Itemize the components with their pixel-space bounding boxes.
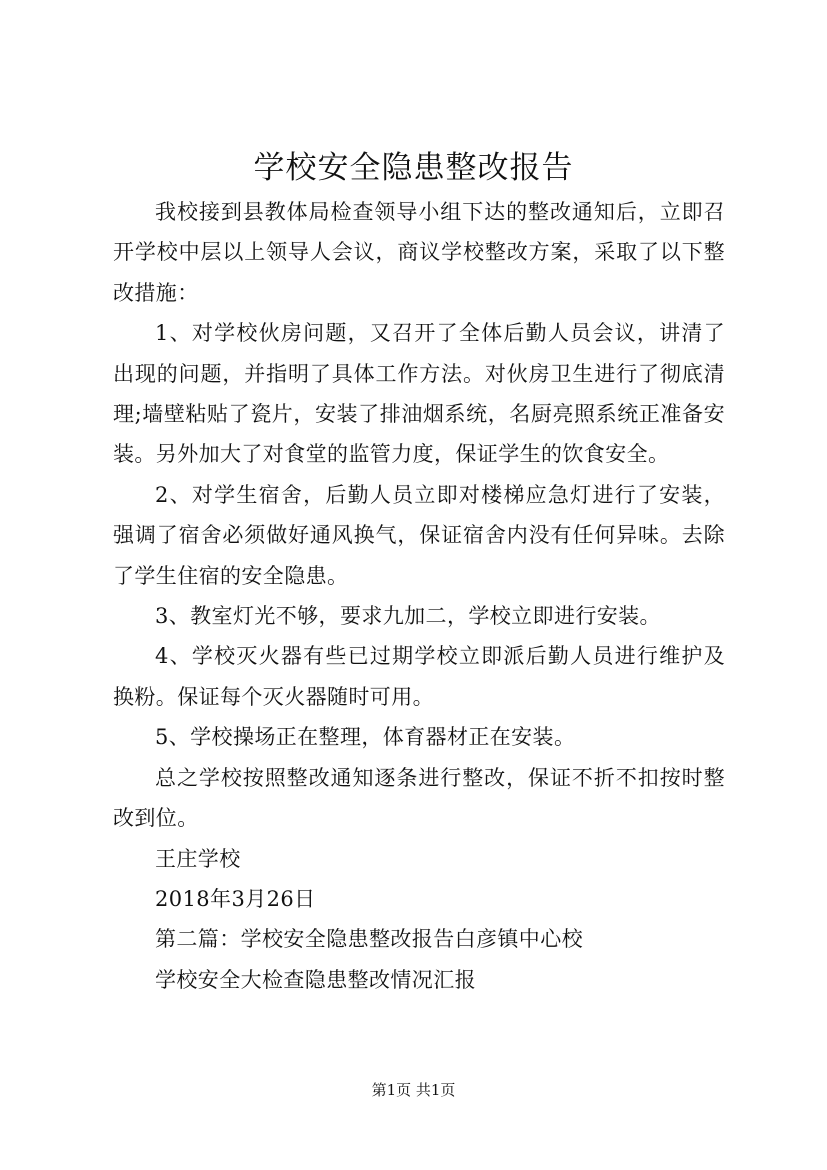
paragraph-item-1: 1、对学校伙房问题，又召开了全体后勤人员会议，讲清了出现的问题，并指明了具体工作方法。对伙房卫生进行了彻底清理;墙壁粘贴了瓷片，安装了排油烟系统，名厨亮照系统正准备安装。另外加大了对食堂的监管力度，保证学生的饮食安全。 <box>113 321 725 467</box>
second-article-heading: 第二篇：学校安全隐患整改报告白彦镇中心校 <box>155 927 583 952</box>
page-number-footer: 第1页 共1页 <box>371 1081 456 1099</box>
signature-school: 王庄学校 <box>155 846 241 871</box>
paragraph-intro: 我校接到县教体局检查领导小组下达的整改通知后，立即召开学校中层以上领导人会议，商议学校整改方案，采取了以下整改措施： <box>113 200 725 305</box>
document-body <box>113 192 725 1000</box>
document-title: 学校安全隐患整改报告 <box>253 150 574 186</box>
paragraph-item-4: 4、学校灭火器有些已过期学校立即派后勤人员进行维护及换粉。保证每个灭火器随时可用。 <box>113 644 725 709</box>
paragraph-item-5: 5、学校操场正在整理，体育器材正在安装。 <box>155 725 576 750</box>
second-article-title: 学校安全大检查隐患整改情况汇报 <box>155 967 476 992</box>
signature-date: 2018年3月26日 <box>155 886 316 911</box>
paragraph-summary: 总之学校按照整改通知逐条进行整改，保证不折不扣按时整改到位。 <box>113 765 725 831</box>
paragraph-item-3: 3、教室灯光不够，要求九加二，学校立即进行安装。 <box>155 604 661 629</box>
paragraph-item-2: 2、对学生宿舍，后勤人员立即对楼梯应急灯进行了安装，强调了宿舍必须做好通风换气，保证宿舍内没有任何异味。去除了学生住宿的安全隐患。 <box>113 482 725 588</box>
